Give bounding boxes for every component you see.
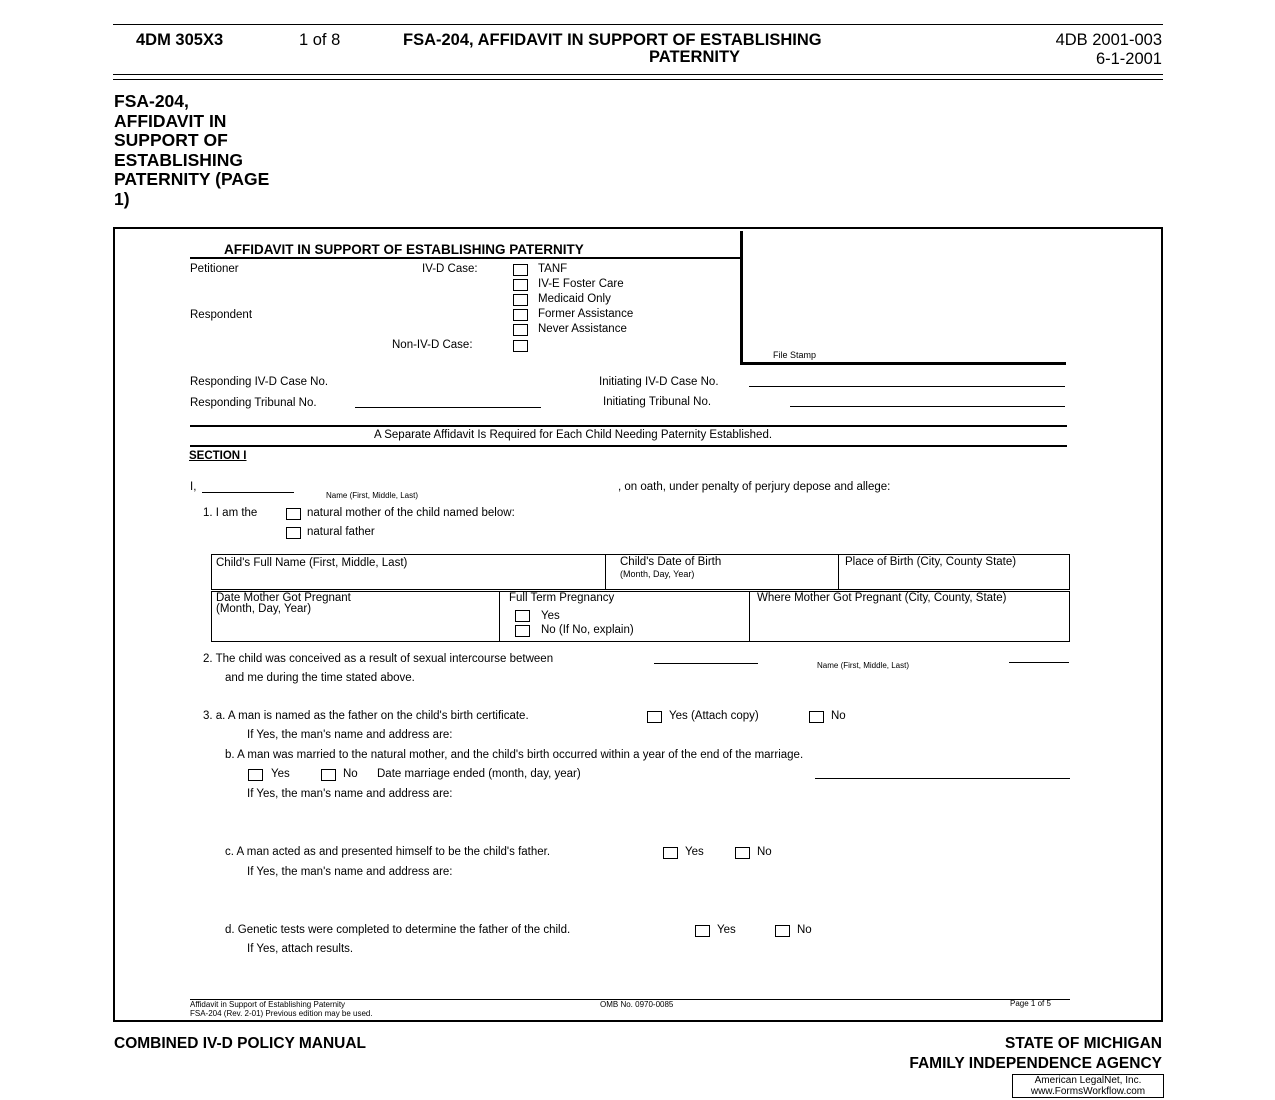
full-term-header: Full Term Pregnancy [509, 592, 615, 604]
natural-mother-checkbox[interactable] [286, 508, 301, 520]
item3c-no-checkbox[interactable] [735, 847, 750, 859]
footer-agency: FAMILY INDEPENDENCE AGENCY [909, 1055, 1162, 1072]
former-assistance-label: Former Assistance [538, 308, 634, 320]
item3d-no-label: No [797, 924, 812, 936]
item2-line1: 2. The child was conceived as a result of sexual intercourse between [203, 653, 554, 665]
natural-mother-label: natural mother of the child named below: [307, 507, 515, 519]
item3d-text: d. Genetic tests were completed to determine the father of the child. [225, 924, 571, 936]
item3d-attach: If Yes, attach results. [247, 943, 354, 955]
header-title-line2: PATERNITY [648, 48, 741, 66]
page-of: 1 of 8 [299, 31, 341, 49]
doc-date: 6-1-2001 [1095, 50, 1162, 68]
responding-tribunal-no-field[interactable] [355, 407, 541, 408]
form-title-rule [190, 257, 741, 259]
oath-text: , on oath, under penalty of perjury depose and allege: [618, 481, 891, 493]
form-footer-omb: OMB No. 0970-0085 [600, 1000, 674, 1009]
oath-name-field[interactable] [202, 492, 294, 493]
initiating-case-no-label: Initiating IV-D Case No. [599, 376, 719, 388]
file-stamp-border-left [740, 231, 743, 365]
exhibit-title-line: AFFIDAVIT IN [114, 110, 227, 131]
never-assistance-label: Never Assistance [538, 323, 627, 335]
date-pregnant-header: Date Mother Got Pregnant [216, 592, 351, 604]
full-term-no-label: No (If No, explain) [541, 624, 634, 636]
item3a-no-label: No [831, 710, 846, 722]
full-term-no-checkbox[interactable] [515, 625, 530, 637]
item3b-yes-checkbox[interactable] [248, 769, 263, 781]
item3a-if-yes: If Yes, the man's name and address are: [247, 729, 453, 741]
responding-case-no-label: Responding IV-D Case No. [190, 376, 329, 388]
file-stamp-border-bottom [740, 362, 1066, 365]
item3d-no-checkbox[interactable] [775, 925, 790, 937]
exhibit-title [114, 92, 269, 209]
legalnet-url: www.FormsWorkflow.com [1030, 1086, 1146, 1097]
item3c-text: c. A man acted as and presented himself to be the child's father. [225, 846, 551, 858]
non-ivd-case-checkbox[interactable] [513, 340, 528, 352]
item1-prefix: 1. I am the [203, 507, 258, 519]
notice-rule-bottom [190, 445, 1067, 447]
tanf-checkbox[interactable] [513, 264, 528, 276]
exhibit-title-line: ESTABLISHING [114, 149, 243, 170]
item3b-no-checkbox[interactable] [321, 769, 336, 781]
footer-manual: COMBINED IV-D POLICY MANUAL [114, 1035, 367, 1052]
item3a-yes-label: Yes (Attach copy) [669, 710, 759, 722]
never-assistance-checkbox[interactable] [513, 324, 528, 336]
child-name-header: Child's Full Name (First, Middle, Last) [216, 557, 408, 569]
item3c-yes-label: Yes [685, 846, 704, 858]
initiating-tribunal-no-label: Initiating Tribunal No. [603, 396, 712, 408]
ive-foster-care-label: IV-E Foster Care [538, 278, 624, 290]
non-ivd-case-label: Non-IV-D Case: [392, 339, 473, 351]
respondent-label: Respondent [190, 309, 253, 321]
item3a-no-checkbox[interactable] [809, 711, 824, 723]
tanf-label: TANF [538, 263, 568, 275]
date-pregnant-subheader: (Month, Day, Year) [216, 603, 312, 615]
exhibit-title-line: FSA-204, [114, 91, 189, 111]
form-footer-revision: FSA-204 (Rev. 2-01) Previous edition may be used. [190, 1009, 373, 1018]
item3c-no-label: No [757, 846, 772, 858]
item3a-yes-checkbox[interactable] [647, 711, 662, 723]
petitioner-label: Petitioner [190, 263, 239, 275]
item3b-if-yes: If Yes, the man's name and address are: [247, 788, 453, 800]
header-top-rule [113, 24, 1163, 25]
item3b-no-label: No [343, 768, 358, 780]
legalnet-name: American LegalNet, Inc. [1034, 1075, 1142, 1086]
form-title: AFFIDAVIT IN SUPPORT OF ESTABLISHING PATERNITY [224, 242, 584, 257]
section-title: SECTION I [189, 450, 247, 462]
item3b-yes-label: Yes [271, 768, 290, 780]
child-dob-header: Child's Date of Birth [620, 556, 722, 568]
natural-father-label: natural father [307, 526, 375, 538]
medicaid-only-checkbox[interactable] [513, 294, 528, 306]
item3b-date-label: Date marriage ended (month, day, year) [377, 768, 581, 780]
medicaid-only-label: Medicaid Only [538, 293, 611, 305]
responding-tribunal-no-label: Responding Tribunal No. [190, 397, 317, 409]
initiating-case-no-field[interactable] [749, 386, 1065, 387]
header-title-line1: FSA-204, AFFIDAVIT IN SUPPORT OF ESTABLISHING [403, 31, 822, 49]
item2-line2: and me during the time stated above. [225, 672, 415, 684]
form-footer-title: Affidavit in Support of Establishing Paternity [190, 1000, 346, 1009]
place-of-birth-header: Place of Birth (City, County State) [845, 556, 1017, 568]
item3b-date-field[interactable] [815, 778, 1070, 779]
exhibit-title-line: SUPPORT OF [114, 130, 228, 150]
former-assistance-checkbox[interactable] [513, 309, 528, 321]
notice-rule-top [190, 425, 1067, 427]
form-footer-page: Page 1 of 5 [1010, 999, 1051, 1008]
child-dob-subheader: (Month, Day, Year) [620, 569, 695, 579]
item3c-yes-checkbox[interactable] [663, 847, 678, 859]
oath-name-caption: Name (First, Middle, Last) [326, 491, 419, 500]
item2-name-field-left[interactable] [654, 663, 758, 664]
item3c-if-yes: If Yes, the man's name and address are: [247, 866, 453, 878]
ive-foster-care-checkbox[interactable] [513, 279, 528, 291]
item3d-yes-checkbox[interactable] [695, 925, 710, 937]
header-double-rule-1 [113, 74, 1163, 75]
exhibit-title-line: PATERNITY (PAGE [114, 169, 270, 189]
exhibit-title-line: 1) [114, 188, 130, 209]
legalnet-badge[interactable] [1012, 1074, 1164, 1098]
file-stamp-label: File Stamp [773, 350, 817, 360]
full-term-yes-label: Yes [541, 610, 560, 622]
initiating-tribunal-no-field[interactable] [790, 406, 1065, 407]
footer-state: STATE OF MICHIGAN [1005, 1035, 1162, 1052]
doc-number: 4DB 2001-003 [1055, 31, 1162, 49]
header-double-rule-2 [113, 79, 1163, 80]
item2-name-field-right[interactable] [1009, 662, 1069, 663]
manual-code: 4DM 305X3 [136, 31, 224, 49]
natural-father-checkbox[interactable] [286, 527, 301, 539]
oath-prefix: I, [190, 481, 197, 493]
ivd-case-label: IV-D Case: [422, 263, 478, 275]
where-pregnant-header: Where Mother Got Pregnant (City, County, State) [757, 592, 1007, 604]
item3a-text: 3. a. A man is named as the father on the child's birth certificate. [203, 710, 529, 722]
item3b-text: b. A man was married to the natural mother, and the child's birth occurred within a year of the end of the marriage. [225, 749, 804, 761]
item2-name-caption: Name (First, Middle, Last) [817, 661, 910, 670]
item3d-yes-label: Yes [717, 924, 736, 936]
separate-affidavit-notice: A Separate Affidavit Is Required for Each Child Needing Paternity Established. [374, 429, 773, 441]
full-term-yes-checkbox[interactable] [515, 610, 530, 622]
